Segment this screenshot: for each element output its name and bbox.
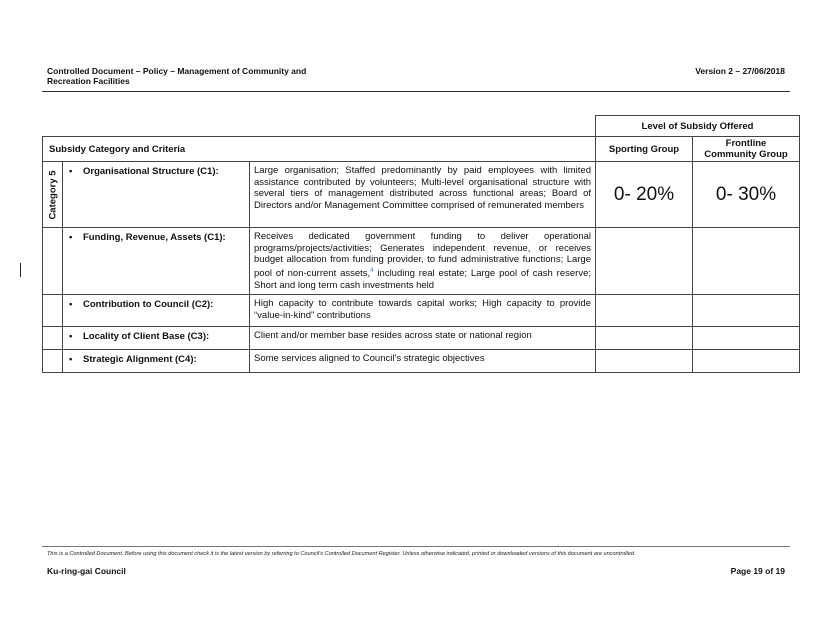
category-cell: [43, 350, 63, 373]
description-cell: Client and/or member base resides across state or national region: [250, 327, 596, 350]
sporting-subsidy-cell: [596, 327, 693, 350]
page-number: Page 19 of 19: [730, 566, 785, 576]
criteria-cell: [63, 162, 250, 228]
table-row: [43, 162, 800, 228]
frontline-subsidy-cell: [693, 350, 800, 373]
document-title-line1: Controlled Document – Policy – Management of Community and: [47, 66, 307, 76]
description-cell: Some services aligned to Council’s strategic objectives: [250, 350, 596, 373]
document-title: [47, 66, 387, 86]
sporting-subsidy-cell: [596, 295, 693, 327]
bullet-icon: •: [69, 331, 73, 343]
criteria-cell: [63, 350, 250, 373]
controlled-document-disclaimer: This is a Controlled Document. Before using this document check it is the latest version by referring to Council’s Controlled Document Register. Unless otherwise indicated, printed or downloaded versions of this document are uncontrolled.: [47, 551, 636, 557]
level-of-subsidy-header: Level of Subsidy Offered: [596, 116, 800, 137]
footnote-link[interactable]: 4: [370, 267, 374, 274]
table-blank-corner: [43, 116, 596, 137]
header-divider: [42, 91, 790, 92]
description-cell: [250, 228, 596, 295]
frontline-subsidy-cell: [693, 327, 800, 350]
criteria-label: Organisational Structure (C1):: [83, 166, 219, 177]
table-row: [43, 228, 800, 295]
table-row: [43, 350, 800, 373]
frontline-header-line1: Frontline: [725, 138, 767, 149]
footer-divider: [42, 546, 790, 547]
frontline-subsidy-cell: [693, 295, 800, 327]
category-cell: [43, 162, 63, 228]
organisation-name: Ku-ring-gai Council: [47, 566, 126, 576]
frontline-community-group-header: [693, 137, 800, 162]
criteria-label: Strategic Alignment (C4):: [83, 354, 197, 366]
sporting-subsidy-cell: [596, 350, 693, 373]
document-footer: [47, 566, 785, 576]
sporting-subsidy-value: 0- 20%: [596, 162, 693, 228]
description-text-part2: including real estate; Large pool of cash reserve; Short and long term cash investments held: [254, 267, 591, 291]
bullet-icon: •: [69, 166, 73, 177]
bullet-icon: •: [69, 232, 73, 243]
frontline-subsidy-value: 0- 30%: [693, 162, 800, 228]
frontline-subsidy-cell: [693, 228, 800, 295]
criteria-label: Contribution to Council (C2):: [83, 299, 214, 311]
subsidy-category-header: Subsidy Category and Criteria: [43, 137, 596, 162]
sporting-group-header: Sporting Group: [596, 137, 693, 162]
description-cell: Large organisation; Staffed predominantly by paid employees with limited assistance contributed by volunteers; Multi-level organisational structure with several tiers of management distributed across functional areas; Board of Directors and/or Management Committee comprised of remunerated members: [250, 162, 596, 228]
criteria-label: Locality of Client Base (C3):: [83, 331, 210, 343]
table-row: [43, 327, 800, 350]
criteria-cell: [63, 295, 250, 327]
sporting-subsidy-cell: [596, 228, 693, 295]
category-cell: [43, 327, 63, 350]
criteria-cell: [63, 228, 250, 295]
criteria-cell: [63, 327, 250, 350]
description-text-part1: Receives dedicated government funding to deliver operational programs/projects/activities; Generates independent revenue, or receives budget allocation from funding provider, to fund administrative functions; Large pool of non-current assets,: [254, 231, 591, 279]
bullet-icon: •: [69, 354, 73, 366]
subsidy-table: [42, 115, 800, 373]
criteria-label: Funding, Revenue, Assets (C1):: [83, 232, 226, 243]
category-label: Category 5: [47, 169, 58, 220]
category-cell: [43, 295, 63, 327]
description-cell: High capacity to contribute towards capital works; High capacity to provide “value-in-kind” contributions: [250, 295, 596, 327]
frontline-header-line2: Community Group: [704, 149, 788, 160]
table-row: [43, 295, 800, 327]
category-cell: [43, 228, 63, 295]
document-title-line2: Recreation Facilities: [47, 76, 130, 86]
bullet-icon: •: [69, 299, 73, 311]
text-cursor: [20, 263, 21, 277]
document-version: Version 2 – 27/06/2018: [695, 66, 785, 76]
